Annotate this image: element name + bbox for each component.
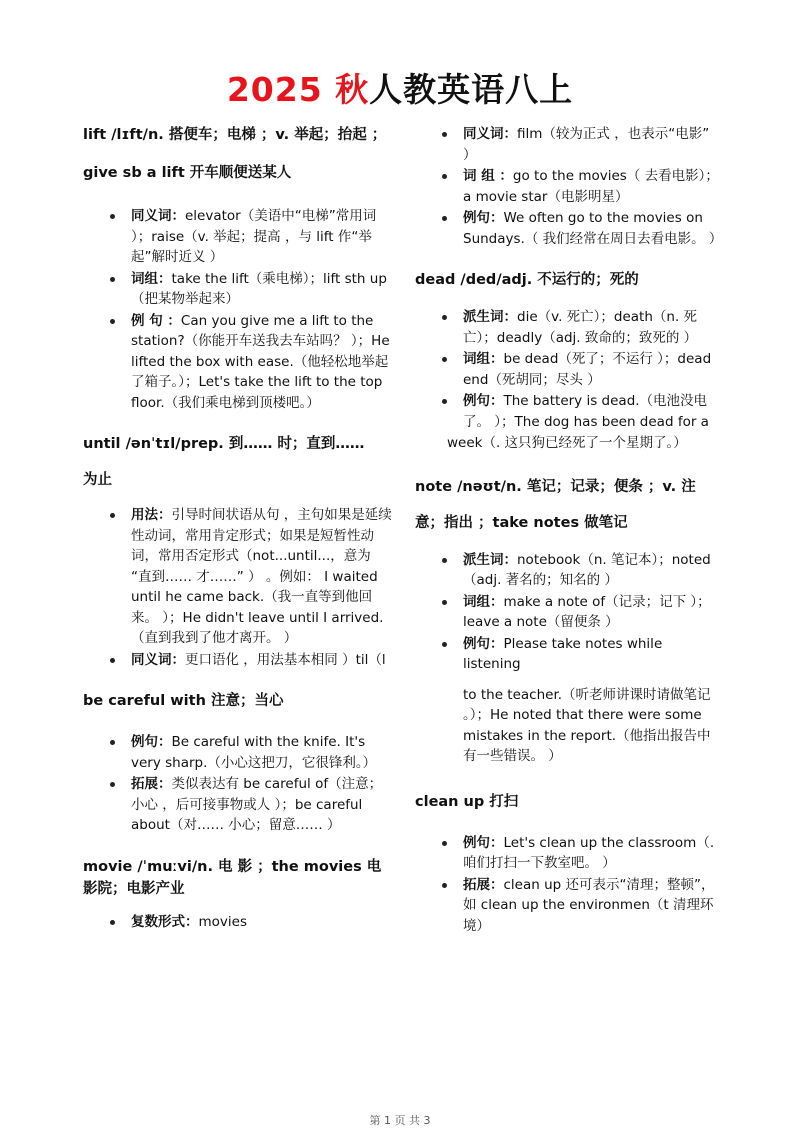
list-item <box>415 833 720 874</box>
list-item <box>415 307 720 348</box>
list-item <box>415 391 720 432</box>
list-item <box>415 208 723 249</box>
dead-bullet-list <box>415 307 720 432</box>
bullet-text: die（v. 死亡）；death（n. 死亡）；deadly（adj. 致命的；致死的 ） <box>463 309 698 346</box>
bullet-text: 更口语化 ，用法基本相同 ）til（l <box>185 651 386 668</box>
list-item <box>83 505 393 649</box>
bullet-label: 词组： <box>463 351 504 367</box>
bullet-label: 拓展： <box>463 876 504 893</box>
movie-cont-bullet-list <box>415 124 723 249</box>
note-bullet-list <box>415 550 720 675</box>
bullet-label: 例句： <box>463 834 504 851</box>
left-column <box>83 124 393 952</box>
bullet-text: movies <box>198 913 247 930</box>
bullet-text: The battery is dead.（电池没电了。 ）；The dog has been dead for a <box>463 393 709 430</box>
entry-heading-note: note /nəʊt/n. 笔记；记录；便条 ；v. 注 <box>415 478 696 495</box>
until-bullet-list <box>83 505 393 670</box>
list-item <box>415 875 720 937</box>
list-item <box>83 774 393 836</box>
entry-heading-until: until /ənˈtɪl/prep. 到…… 时；直到…… <box>83 436 365 452</box>
entry-heading-clean-up: clean up 打扫 <box>415 793 519 810</box>
entry-heading-movie: movie /ˈmuːvi/n. 电 影 ；the movies 电影院；电影产业 <box>83 858 382 897</box>
bullet-text: elevator（美语中“电梯”常用词 ）；raise（v. 举起；提高 ，与 lift 作“举起”解时近义 ） <box>131 208 377 265</box>
bullet-text: take the lift（乘电梯）；lift sth up（把某物举起来） <box>131 270 387 307</box>
bullet-text: make a note of（记录；记下 ）；leave a note（留便条 ） <box>463 593 711 630</box>
entry-heading-note-cont: 意；指出 ；take notes 做笔记 <box>415 514 628 531</box>
bullet-label: 拓展： <box>131 776 172 792</box>
lift-bullet-list <box>83 206 393 413</box>
bullet-label: 例句： <box>131 734 172 750</box>
bullet-label: 词 组 ： <box>463 168 513 184</box>
bullet-label: 复数形式： <box>131 913 199 930</box>
careful-bullet-list <box>83 732 393 836</box>
list-item <box>83 650 393 671</box>
bullet-label: 例句： <box>463 393 504 409</box>
bullet-text: 引导时间状语从句 ，主句如果是延续性动词，常用肯定形式；如果是短暂性动词，常用否定形式（not...until...，意为 “直到…… 才……” ） 。例如： I waited until he came back.（我一直等到他回来。 ）；He didn't leave until I arrived.（直到我到了他才离开。 ） <box>131 507 392 646</box>
bullet-text: Be careful with the knife. It's very sharp.（小心这把刀，它很锋利。） <box>131 734 377 771</box>
list-item <box>415 592 720 633</box>
bullet-label: 例句： <box>463 210 504 226</box>
title-year: 2025 秋 <box>226 70 370 109</box>
bullet-label: 同义词： <box>131 208 185 224</box>
bullet-text: notebook（n. 笔记本）；noted（adj. 著名的；知名的 ） <box>463 551 711 588</box>
list-item <box>83 732 393 773</box>
bullet-label: 派生词： <box>463 551 517 568</box>
bullet-text: go to the movies（ 去看电影）； a movie star（电影明星） <box>463 168 719 205</box>
movie-bullet-list <box>83 912 393 933</box>
bullet-label: 同义词： <box>463 126 517 142</box>
page-title <box>0 68 800 112</box>
list-item <box>83 912 393 933</box>
list-item <box>415 349 720 390</box>
entry-heading-lift: lift /lɪft/n. 搭便车；电梯 ；v. 举起；抬起 ； <box>83 127 387 143</box>
clean-bullet-list <box>415 833 720 937</box>
bullet-text: Can you give me a lift to the station?（你能开车送我去车站吗？ ）；He lifted the box with ease.（他轻松地举起了箱子。）；Let's take the lift to the top floor.（我们乘电梯到顶楼吧。） <box>131 312 390 411</box>
list-item <box>415 166 720 207</box>
list-item <box>415 634 720 675</box>
dead-example-continued: week（. 这只狗已经死了一个星期了。） <box>447 435 687 451</box>
entry-heading-dead: dead /ded/adj. 不运行的；死的 <box>415 272 639 288</box>
list-item <box>83 206 393 268</box>
bullet-label: 词组： <box>463 593 504 610</box>
right-column <box>415 124 723 956</box>
bullet-label: 例 句 ： <box>131 312 181 329</box>
page-footer: 第 1 页 共 3 <box>369 1114 431 1127</box>
bullet-label: 派生词： <box>463 309 517 325</box>
bullet-text: 类似表达有 be careful of（注意； 小心 ，后可接事物或人 ）；be careful about（对…… 小心；留意…… ） <box>131 776 383 833</box>
entry-heading-until-cont: 为止 <box>83 472 112 488</box>
bullet-label: 词组： <box>131 270 172 287</box>
bullet-label: 用法： <box>131 507 172 523</box>
list-item <box>83 311 393 414</box>
bullet-text: We often go to the movies on Sundays.（ 我们经常在周日去看电影。 ） <box>463 210 723 247</box>
bullet-text: Let's clean up the classroom（. 咱们打扫一下教室吧。 ） <box>463 834 715 871</box>
entry-heading-give-sb-a-lift: give sb a lift 开车顺便送某人 <box>83 165 292 181</box>
bullet-text: Please take notes while listening <box>463 635 663 672</box>
list-item <box>83 269 393 310</box>
bullet-text: clean up 还可表示“清理；整顿”，如 clean up the environmen（t 清理环境） <box>463 876 715 934</box>
bullet-label: 同义词： <box>131 651 185 668</box>
note-example-continued: to the teacher.（听老师讲课时请做笔记 。）；He noted that there were some mistakes in the report.（他指出报告中有一些错误。 ） <box>463 686 711 764</box>
list-item <box>415 124 720 165</box>
bullet-text: be dead（死了；不运行 ）；dead end（死胡同；尽头 ） <box>463 351 712 388</box>
list-item <box>415 550 720 591</box>
title-text: 人教英语八上 <box>369 70 574 109</box>
entry-heading-be-careful-with: be careful with 注意；当心 <box>83 693 284 709</box>
bullet-label: 例句： <box>463 635 504 652</box>
bullet-text: film（较为正式 ，也表示“电影” ） <box>463 126 710 163</box>
